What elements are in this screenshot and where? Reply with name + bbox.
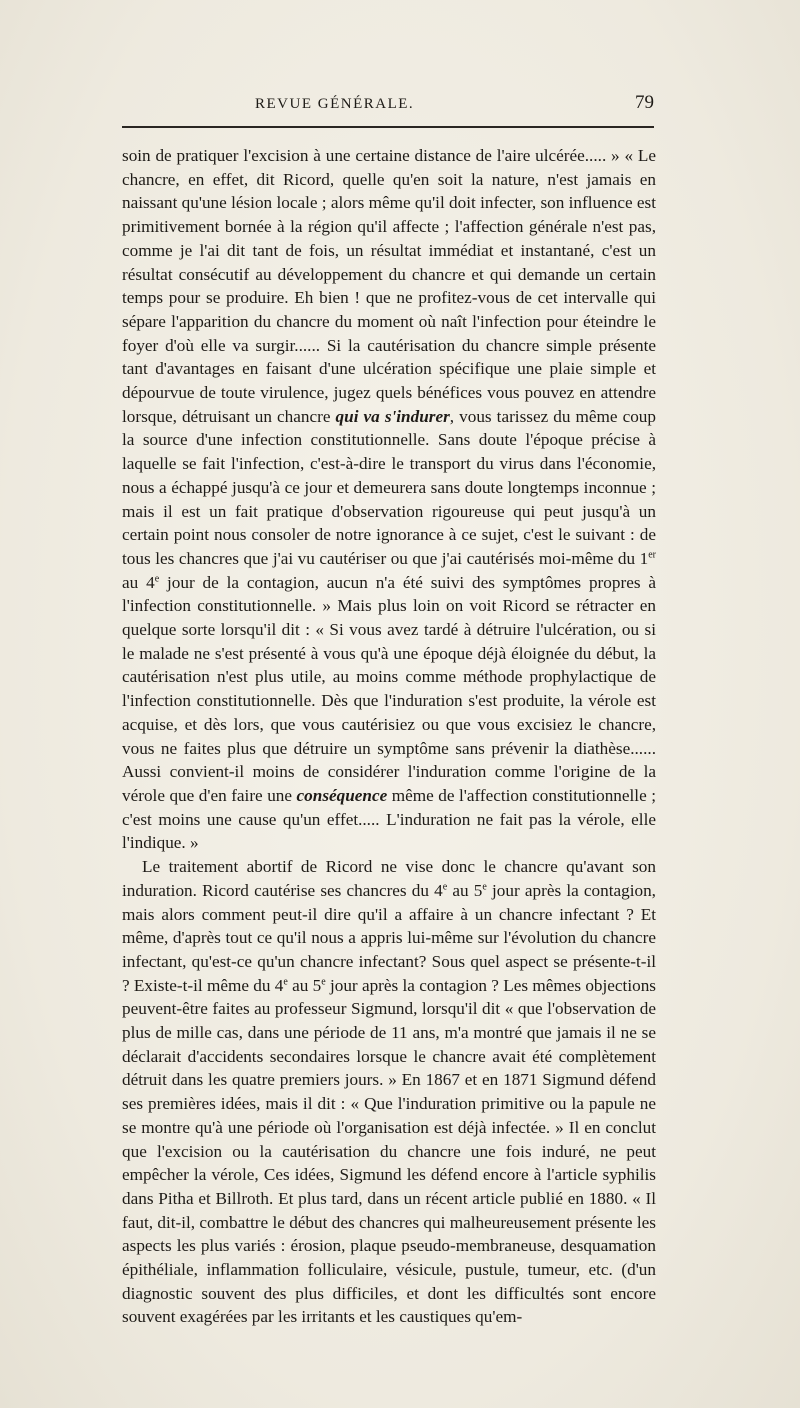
p2-superscript-3: e [283,975,288,987]
p2-superscript-4: e [321,975,326,987]
paragraph-2 [122,855,656,1329]
running-title: REVUE GÉNÉRALE. [255,96,415,112]
paragraph-1 [122,144,656,855]
p1-emphasis-consequence: conséquence [296,785,388,805]
p1-superscript-1: er [648,549,656,561]
p1-text-d: jour de la contagion, aucun n'a été suivi des symptômes propres à l'infection constitutionnelle. » Mais plus loin on voit Ricord se rétracter en quelque sorte lorsqu'il dit : « Si vous avez tardé à détruire l'ulcération, ou si le malade ne s'est présenté à vous qu'à une époque déjà éloignée du début, la cautérisation n'est plus utile, au moins comme méthode prophylactique de l'infection constitutionnelle. Dès que l'induration s'est produite, la vérole est acquise, et dès lors, que vous cautérisiez ou que vous excisiez le chancre, vous ne faites plus que détruire un symptôme sans prévenir la diathèse...... Aussi convient-il moins de considérer l'induration comme l'origine de la vérole que d'en faire une [122,572,656,805]
p1-superscript-2: e [154,572,160,584]
body-text [122,144,656,1329]
p1-emphasis-qui-va-sindurer: qui va s'indurer [335,406,450,426]
p2-text-c: jour après la contagion, mais alors comment peut-il dire qu'il a affaire à un chancre infectant ? Et même, d'après tout ce qu'il nous a appris lui-même sur l'évolution du chancre infectant, qu'est-ce qu'un chancre infectant? Sous quel aspect se présente-t-il ? Existe-t-il même du 4 [122,880,656,995]
p2-superscript-2: e [482,881,487,893]
p2-superscript-1: e [442,881,448,893]
p2-text-a: Le traitement abortif de Ricord ne vise donc le chancre qu'avant son induration. Ricord cautérise ses chancres du 4 [122,857,656,900]
page-number: 79 [635,92,654,113]
p2-text-e: jour après la contagion ? Les mêmes objections peuvent-être faites au professeur Sigmund, lorsqu'il dit « que l'observation de plus de mille cas, dans une période de 11 ans, m'a montré que jamais il ne se déclarait d'accidents secondaires lorsque le chancre avait été complètement détruit dans les quatre premiers jours. » En 1867 et en 1871 Sigmund défend ses premières idées, mais il dit : « Que l'induration primitive ou la papule ne se montre qu'à une période où l'organisation est déjà infectée. » Il en conclut que l'excision ou la cautérisation du chancre une fois induré, ne peut empêcher la vérole, Ces idées, Sigmund les défend encore à l'article syphilis dans Pitha et Billroth. Et plus tard, dans un récent article publié en 1880. « Il faut, dit-il, combattre le début des chancres qui malheureusement présente les aspects les plus variés : érosion, plaque pseudo-membraneuse, desquamation épithéliale, inflammation folliculaire, vésicule, pustule, tumeur, etc. (d'un diagnostic souvent des plus difficiles, et dont les difficultés sont encore souvent exagérées par les irritants et les caustiques qu'em- [122,975,656,1327]
p1-text-a: soin de pratiquer l'excision à une certaine distance de l'aire ulcérée..... » « Le chancre, en effet, dit Ricord, quelle qu'en soit la nature, n'est jamais en naissant qu'une lésion locale ; alors même qu'il doit infecter, son influence est primitivement bornée à la région qu'il affecte ; l'affection générale n'est pas, comme je l'ai dit tant de fois, un résultat immédiat et instantané, c'est un résultat consécutif au développement du chancre et qui demande un certain temps pour se produire. Eh bien ! que ne profitez-vous de cet intervalle qui sépare l'apparition du chancre du moment où naît l'infection pour éteindre le foyer d'où elle va surgir...... Si la cautérisation du chancre simple présente tant d'avantages en faisant d'une ulcération spécifique une plaie simple et dépourvue de toute virulence, jugez quels bénéfices vous pouvez en attendre lorsque, détruisant un chancre [122,146,656,426]
p1-text-b: , vous tarissez du même coup la source d'une infection constitutionnelle. Sans doute l'époque précise à laquelle se fait l'infection, c'est-à-dire le transport du virus dans l'économie, nous a échappé jusqu'à ce jour et demeurera sans doute longtemps inconnue ; mais il est un fait pratique d'observation rigoureuse qui peut jusqu'à un certain point nous consoler de notre ignorance à ce sujet, c'est le suivant : de tous les chancres que j'ai vu cautériser ou que j'ai cautérisés moi-même du 1 [122,406,656,568]
header-rule [122,126,654,128]
p1-text-e: même de l'affection constitutionnelle ; c'est moins une cause qu'un effet..... L'induration ne fait pas la vérole, elle l'indique. » [122,785,656,853]
p1-text-c: au 4 [122,572,155,592]
page-header [255,92,654,118]
p2-text-b: au 5 [447,880,483,900]
p2-text-d: au 5 [287,975,322,995]
